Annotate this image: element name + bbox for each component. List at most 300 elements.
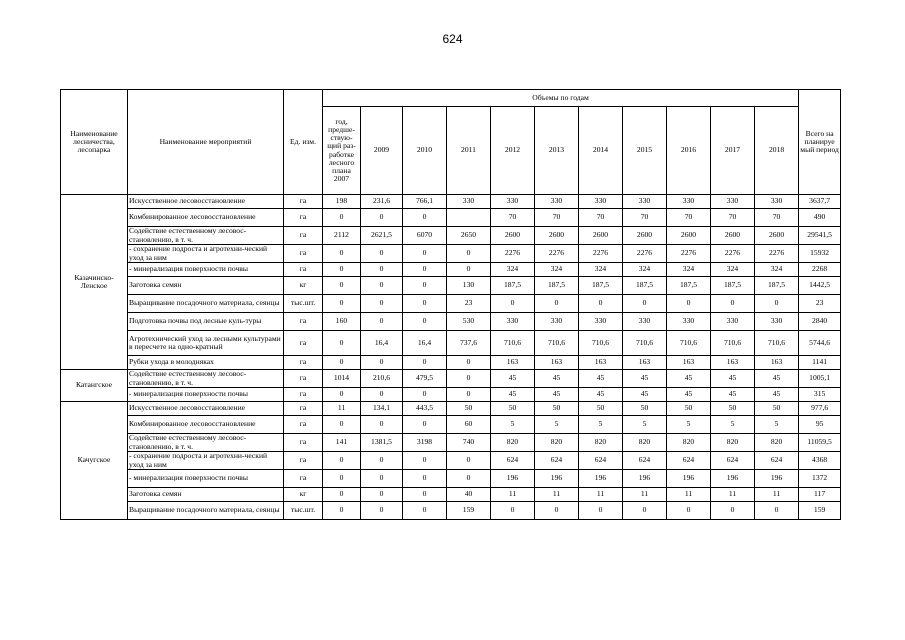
value-cell: 231,6 [361, 195, 403, 209]
unit-cell: га [284, 370, 323, 388]
activity-name: Выращивание посадочного материала, сеянцы [128, 295, 284, 313]
value-cell: 0 [323, 263, 361, 277]
table-row [61, 295, 841, 313]
value-cell: 2600 [623, 227, 667, 245]
unit-cell: га [284, 331, 323, 356]
value-cell: 330 [711, 313, 755, 331]
value-cell: 324 [491, 263, 535, 277]
value-cell: 210,6 [361, 370, 403, 388]
total-cell: 490 [799, 209, 841, 227]
value-cell: 45 [623, 388, 667, 402]
header-year: 2018 [755, 107, 799, 195]
value-cell: 2112 [323, 227, 361, 245]
value-cell: 820 [667, 434, 711, 452]
value-cell: 2600 [667, 227, 711, 245]
value-cell: 2276 [667, 245, 711, 263]
value-cell: 45 [711, 388, 755, 402]
activity-name: - минерализация поверхности почвы [128, 470, 284, 488]
value-cell: 624 [755, 452, 799, 470]
value-cell: 45 [711, 370, 755, 388]
value-cell: 710,6 [667, 331, 711, 356]
total-cell: 29541,5 [799, 227, 841, 245]
value-cell: 11 [535, 488, 579, 502]
value-cell: 2276 [579, 245, 623, 263]
value-cell: 198 [323, 195, 361, 209]
value-cell: 196 [667, 470, 711, 488]
header-year: 2014 [579, 107, 623, 195]
value-cell: 0 [323, 209, 361, 227]
value-cell: 23 [447, 295, 491, 313]
value-cell: 710,6 [711, 331, 755, 356]
total-cell: 1442,5 [799, 277, 841, 295]
table-row [61, 195, 841, 209]
value-cell: 45 [579, 370, 623, 388]
value-cell: 710,6 [623, 331, 667, 356]
value-cell: 624 [491, 452, 535, 470]
unit-cell: га [284, 227, 323, 245]
page-number: 624 [442, 32, 463, 46]
value-cell: 0 [403, 209, 447, 227]
value-cell: 710,6 [755, 331, 799, 356]
value-cell: 0 [323, 356, 361, 370]
value-cell: 2276 [755, 245, 799, 263]
value-cell: 820 [711, 434, 755, 452]
header-prev-year: год, предше-ствую-щий раз-работке лесного плана 2007 [323, 107, 361, 195]
value-cell: 0 [711, 502, 755, 520]
value-cell: 2621,5 [361, 227, 403, 245]
header-year: 2010 [403, 107, 447, 195]
value-cell: 50 [711, 402, 755, 416]
table-row [61, 227, 841, 245]
activity-name: - сохранение подроста и агротехни-ческий уход за ним [128, 245, 284, 263]
value-cell: 50 [491, 402, 535, 416]
table-body [61, 195, 841, 520]
value-cell: 0 [447, 245, 491, 263]
table-row [61, 434, 841, 452]
value-cell: 187,5 [535, 277, 579, 295]
total-cell: 159 [799, 502, 841, 520]
value-cell: 0 [403, 502, 447, 520]
total-cell: 117 [799, 488, 841, 502]
value-cell: 710,6 [535, 331, 579, 356]
value-cell: 187,5 [755, 277, 799, 295]
value-cell: 0 [447, 356, 491, 370]
value-cell: 330 [491, 313, 535, 331]
value-cell: 0 [403, 452, 447, 470]
value-cell: 0 [323, 502, 361, 520]
value-cell: 0 [623, 502, 667, 520]
forestry-name: Казачинско-Ленское [61, 195, 128, 370]
value-cell: 330 [579, 313, 623, 331]
table-row [61, 452, 841, 470]
value-cell: 324 [579, 263, 623, 277]
activity-name: Содействие естественному лесовос-становлению, в т. ч. [128, 370, 284, 388]
value-cell: 324 [755, 263, 799, 277]
total-cell: 23 [799, 295, 841, 313]
value-cell: 0 [667, 295, 711, 313]
value-cell: 740 [447, 434, 491, 452]
value-cell: 0 [323, 488, 361, 502]
header-total: Всего на планируе мый период [799, 90, 841, 195]
unit-cell: тыс.шт. [284, 295, 323, 313]
value-cell: 70 [711, 209, 755, 227]
value-cell: 2600 [755, 227, 799, 245]
activity-name: Содействие естественному лесовос-становлению, в т. ч. [128, 434, 284, 452]
value-cell: 6070 [403, 227, 447, 245]
value-cell: 766,1 [403, 195, 447, 209]
value-cell: 624 [623, 452, 667, 470]
value-cell: 0 [447, 470, 491, 488]
value-cell: 0 [755, 295, 799, 313]
table-row [61, 277, 841, 295]
value-cell: 160 [323, 313, 361, 331]
unit-cell: кг [284, 488, 323, 502]
unit-cell: га [284, 263, 323, 277]
total-cell: 4368 [799, 452, 841, 470]
value-cell: 45 [755, 370, 799, 388]
value-cell: 0 [361, 313, 403, 331]
value-cell: 820 [579, 434, 623, 452]
value-cell: 330 [667, 195, 711, 209]
value-cell: 11 [323, 402, 361, 416]
value-cell: 710,6 [491, 331, 535, 356]
total-cell: 11059,5 [799, 434, 841, 452]
value-cell: 0 [403, 388, 447, 402]
activity-name: Заготовка семян [128, 277, 284, 295]
value-cell: 624 [667, 452, 711, 470]
activity-name: Комбинированное лесовосстановление [128, 209, 284, 227]
value-cell: 0 [323, 295, 361, 313]
unit-cell: га [284, 245, 323, 263]
value-cell: 330 [755, 313, 799, 331]
value-cell: 45 [667, 370, 711, 388]
value-cell: 11 [755, 488, 799, 502]
value-cell: 0 [323, 470, 361, 488]
value-cell: 5 [711, 416, 755, 434]
value-cell: 330 [535, 313, 579, 331]
value-cell: 0 [711, 295, 755, 313]
value-cell: 0 [403, 295, 447, 313]
unit-cell: га [284, 434, 323, 452]
value-cell: 2276 [491, 245, 535, 263]
value-cell: 5 [623, 416, 667, 434]
table-row [61, 209, 841, 227]
total-cell: 15932 [799, 245, 841, 263]
value-cell: 45 [623, 370, 667, 388]
value-cell: 45 [755, 388, 799, 402]
value-cell: 196 [711, 470, 755, 488]
table-row [61, 331, 841, 356]
value-cell: 11 [491, 488, 535, 502]
value-cell: 5 [579, 416, 623, 434]
table-row [61, 488, 841, 502]
activity-name: Агротехнический уход за лесными культурами в пересчете на одно-кратный [128, 331, 284, 356]
unit-cell: га [284, 356, 323, 370]
value-cell: 5 [535, 416, 579, 434]
value-cell: 0 [667, 502, 711, 520]
header-activity: Наименование мероприятий [128, 90, 284, 195]
activity-name: Содействие естественному лесовос-становлению, в т. ч. [128, 227, 284, 245]
value-cell: 196 [535, 470, 579, 488]
value-cell: 16,4 [361, 331, 403, 356]
value-cell: 820 [755, 434, 799, 452]
value-cell: 737,6 [447, 331, 491, 356]
value-cell: 5 [755, 416, 799, 434]
total-cell: 3637,7 [799, 195, 841, 209]
value-cell: 0 [361, 388, 403, 402]
value-cell: 70 [667, 209, 711, 227]
table-row [61, 502, 841, 520]
value-cell: 0 [447, 452, 491, 470]
value-cell: 5 [667, 416, 711, 434]
value-cell: 330 [711, 195, 755, 209]
unit-cell: га [284, 195, 323, 209]
value-cell: 0 [403, 313, 447, 331]
activity-name: Искусственное лесовосстановление [128, 402, 284, 416]
activity-name: Искусственное лесовосстановление [128, 195, 284, 209]
value-cell: 196 [491, 470, 535, 488]
value-cell: 50 [755, 402, 799, 416]
header-unit: Ед. изм. [284, 90, 323, 195]
value-cell: 0 [579, 502, 623, 520]
value-cell: 45 [491, 388, 535, 402]
value-cell: 70 [535, 209, 579, 227]
value-cell: 330 [579, 195, 623, 209]
value-cell: 60 [447, 416, 491, 434]
header-year: 2012 [491, 107, 535, 195]
value-cell: 0 [361, 209, 403, 227]
value-cell: 187,5 [491, 277, 535, 295]
value-cell: 0 [323, 416, 361, 434]
table-row [61, 470, 841, 488]
value-cell: 1381,5 [361, 434, 403, 452]
value-cell: 820 [623, 434, 667, 452]
forest-plan-table [60, 89, 841, 520]
value-cell: 324 [711, 263, 755, 277]
activity-name: - сохранение подроста и агротехни-ческий уход за ним [128, 452, 284, 470]
value-cell: 2276 [711, 245, 755, 263]
value-cell: 0 [579, 295, 623, 313]
value-cell: 50 [447, 402, 491, 416]
header-year: 2011 [447, 107, 491, 195]
value-cell: 443,5 [403, 402, 447, 416]
value-cell: 45 [579, 388, 623, 402]
value-cell: 624 [579, 452, 623, 470]
value-cell: 2600 [535, 227, 579, 245]
value-cell: 0 [361, 356, 403, 370]
unit-cell: га [284, 452, 323, 470]
header-year: 2013 [535, 107, 579, 195]
value-cell: 0 [403, 263, 447, 277]
total-cell: 95 [799, 416, 841, 434]
value-cell: 187,5 [711, 277, 755, 295]
value-cell: 2276 [535, 245, 579, 263]
value-cell: 196 [755, 470, 799, 488]
total-cell: 2840 [799, 313, 841, 331]
value-cell: 11 [579, 488, 623, 502]
table-row [61, 388, 841, 402]
value-cell: 70 [579, 209, 623, 227]
value-cell: 330 [447, 195, 491, 209]
total-cell: 2268 [799, 263, 841, 277]
value-cell: 0 [623, 295, 667, 313]
value-cell: 0 [491, 295, 535, 313]
value-cell: 11 [711, 488, 755, 502]
value-cell: 11 [623, 488, 667, 502]
table-row [61, 263, 841, 277]
table-row [61, 313, 841, 331]
value-cell: 330 [623, 313, 667, 331]
value-cell: 163 [579, 356, 623, 370]
value-cell: 479,5 [403, 370, 447, 388]
value-cell: 820 [491, 434, 535, 452]
value-cell: 2600 [491, 227, 535, 245]
value-cell: 70 [491, 209, 535, 227]
activity-name: Заготовка семян [128, 488, 284, 502]
value-cell: 0 [755, 502, 799, 520]
value-cell: 159 [447, 502, 491, 520]
unit-cell: га [284, 416, 323, 434]
value-cell: 163 [667, 356, 711, 370]
value-cell: 2600 [711, 227, 755, 245]
value-cell: 624 [711, 452, 755, 470]
value-cell: 45 [535, 388, 579, 402]
value-cell: 11 [667, 488, 711, 502]
activity-name: - минерализация поверхности почвы [128, 263, 284, 277]
table-row [61, 416, 841, 434]
value-cell: 0 [447, 370, 491, 388]
total-cell: 1141 [799, 356, 841, 370]
total-cell: 315 [799, 388, 841, 402]
unit-cell: тыс.шт. [284, 502, 323, 520]
value-cell: 2600 [579, 227, 623, 245]
value-cell: 70 [623, 209, 667, 227]
header-year: 2016 [667, 107, 711, 195]
header-volumes-by-year: Объемы по годам [323, 90, 799, 107]
value-cell: 196 [579, 470, 623, 488]
value-cell: 710,6 [579, 331, 623, 356]
value-cell: 0 [361, 263, 403, 277]
value-cell: 0 [447, 263, 491, 277]
value-cell: 196 [623, 470, 667, 488]
value-cell: 70 [755, 209, 799, 227]
value-cell: 0 [403, 356, 447, 370]
value-cell: 530 [447, 313, 491, 331]
value-cell: 0 [323, 277, 361, 295]
unit-cell: га [284, 313, 323, 331]
forestry-name: Качугское [61, 402, 128, 520]
value-cell: 0 [323, 331, 361, 356]
value-cell: 163 [755, 356, 799, 370]
value-cell: 330 [491, 195, 535, 209]
value-cell: 0 [491, 502, 535, 520]
header-year: 2017 [711, 107, 755, 195]
value-cell: 330 [535, 195, 579, 209]
value-cell: 0 [361, 452, 403, 470]
table-row [61, 356, 841, 370]
value-cell: 0 [361, 502, 403, 520]
value-cell: 163 [711, 356, 755, 370]
value-cell: 0 [361, 295, 403, 313]
value-cell: 163 [623, 356, 667, 370]
header-year: 2015 [623, 107, 667, 195]
value-cell: 45 [535, 370, 579, 388]
value-cell: 0 [323, 452, 361, 470]
activity-name: Комбинированное лесовосстановление [128, 416, 284, 434]
value-cell: 50 [667, 402, 711, 416]
value-cell: 50 [579, 402, 623, 416]
value-cell: 187,5 [667, 277, 711, 295]
value-cell: 324 [623, 263, 667, 277]
value-cell: 324 [667, 263, 711, 277]
value-cell: 141 [323, 434, 361, 452]
value-cell: 45 [491, 370, 535, 388]
activity-name: Рубки ухода в молодняках [128, 356, 284, 370]
table-row [61, 402, 841, 416]
value-cell: 40 [447, 488, 491, 502]
total-cell: 1005,1 [799, 370, 841, 388]
activity-name: - минерализация поверхности почвы [128, 388, 284, 402]
value-cell: 0 [361, 277, 403, 295]
value-cell: 0 [403, 277, 447, 295]
value-cell: 0 [535, 295, 579, 313]
value-cell: 0 [403, 488, 447, 502]
value-cell: 16,4 [403, 331, 447, 356]
value-cell: 187,5 [623, 277, 667, 295]
value-cell: 0 [403, 470, 447, 488]
value-cell: 2276 [623, 245, 667, 263]
total-cell: 5744,6 [799, 331, 841, 356]
value-cell: 163 [535, 356, 579, 370]
value-cell: 820 [535, 434, 579, 452]
value-cell: 134,1 [361, 402, 403, 416]
unit-cell: га [284, 402, 323, 416]
value-cell: 330 [623, 195, 667, 209]
value-cell: 0 [361, 488, 403, 502]
unit-cell: га [284, 470, 323, 488]
activity-name: Подготовка почвы под лесные куль-туры [128, 313, 284, 331]
value-cell: 624 [535, 452, 579, 470]
activity-name: Выращивание посадочного материала, сеянцы [128, 502, 284, 520]
header-year: 2009 [361, 107, 403, 195]
unit-cell: кг [284, 277, 323, 295]
value-cell: 130 [447, 277, 491, 295]
value-cell: 0 [447, 388, 491, 402]
value-cell: 50 [535, 402, 579, 416]
total-cell: 977,6 [799, 402, 841, 416]
value-cell: 0 [361, 416, 403, 434]
table-row [61, 370, 841, 388]
value-cell: 45 [667, 388, 711, 402]
value-cell: 330 [667, 313, 711, 331]
value-cell: 0 [535, 502, 579, 520]
value-cell: 50 [623, 402, 667, 416]
table-row [61, 245, 841, 263]
value-cell: 0 [403, 245, 447, 263]
value-cell: 2650 [447, 227, 491, 245]
value-cell: 0 [403, 416, 447, 434]
value-cell: 0 [361, 470, 403, 488]
value-cell: 324 [535, 263, 579, 277]
value-cell: 0 [361, 245, 403, 263]
forestry-name: Катангское [61, 370, 128, 402]
value-cell: 5 [491, 416, 535, 434]
value-cell: 187,5 [579, 277, 623, 295]
value-cell: 1014 [323, 370, 361, 388]
value-cell: 163 [491, 356, 535, 370]
total-cell: 1372 [799, 470, 841, 488]
unit-cell: га [284, 209, 323, 227]
